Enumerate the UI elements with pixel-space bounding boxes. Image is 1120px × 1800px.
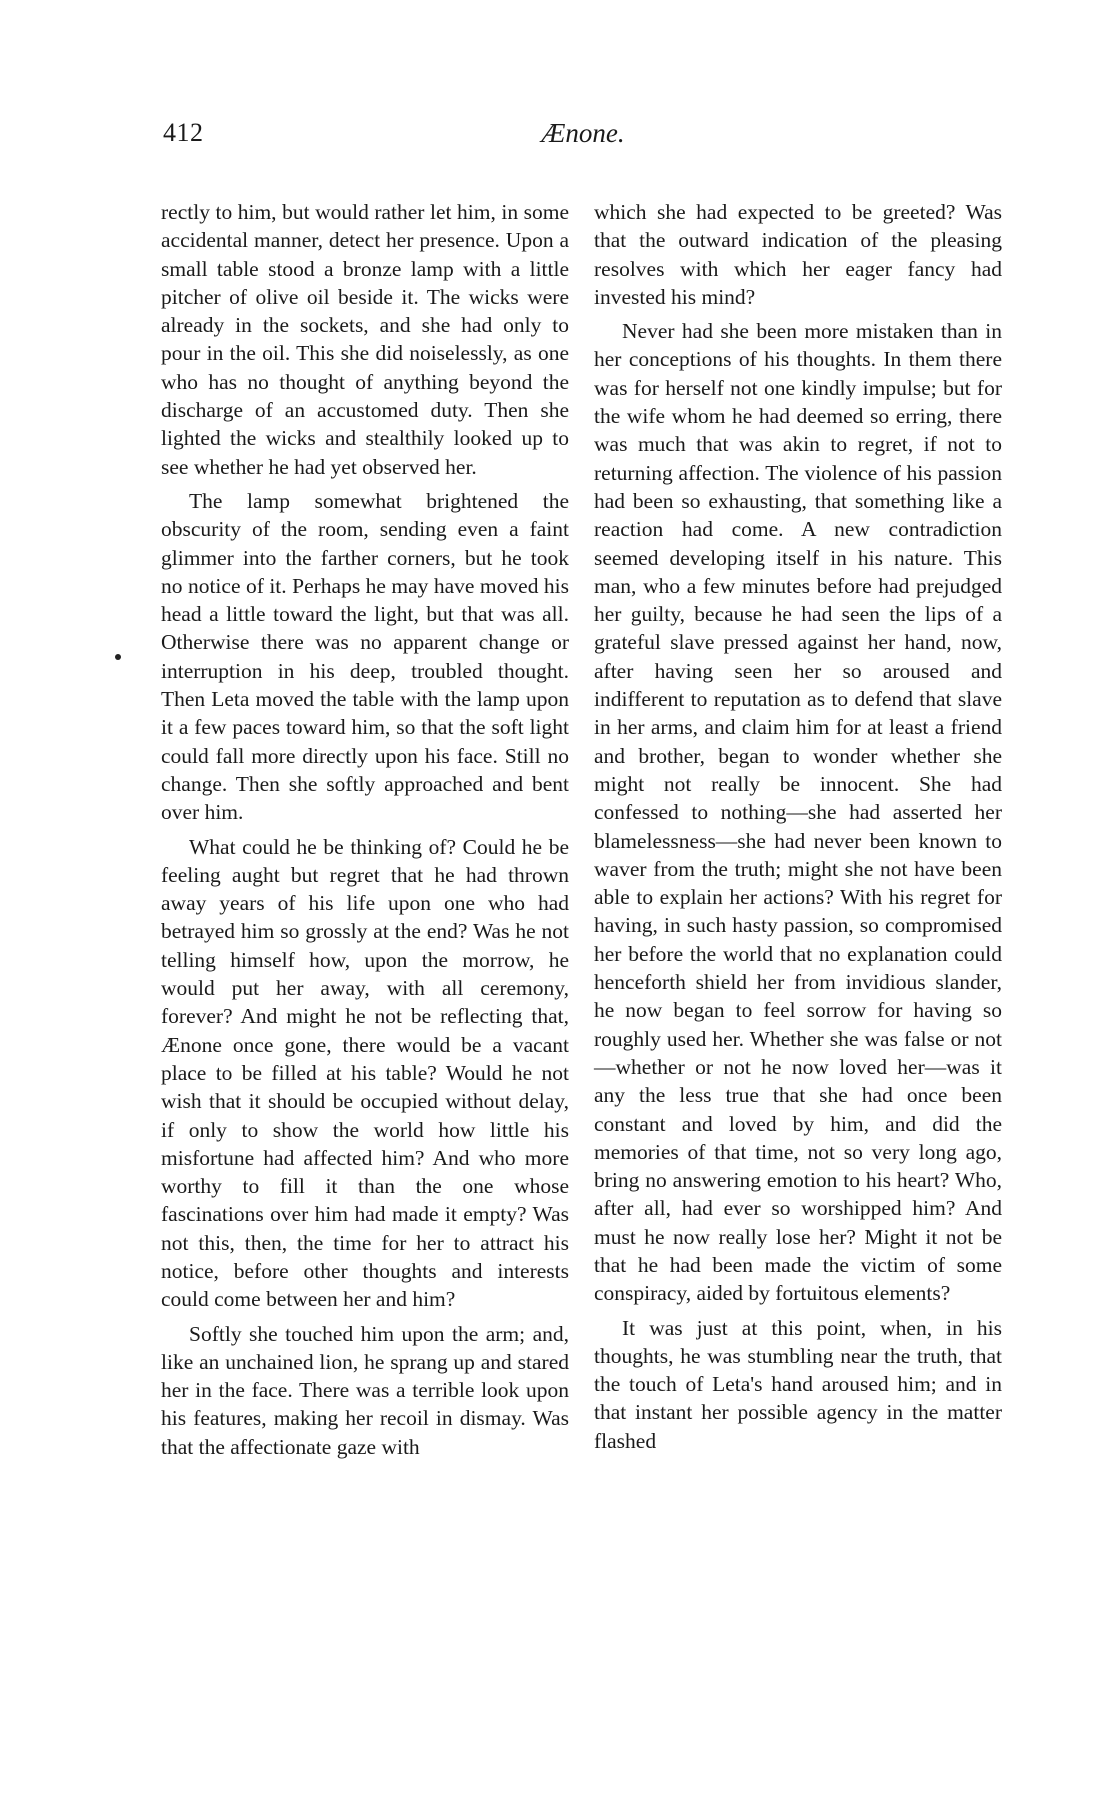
paragraph: Never had she been more mistaken than in her conceptions of his thoughts. In them there was for herself not one kindly impulse; but for the wife whom he had deemed so erring, there was much that was akin to regret, if not to returning affection. The violence of his passion had been so exhausting, that something like a reaction had come. A new contradiction seemed developing itself in his nature. This man, who a few minutes before had prejudged her guilty, because he had seen the lips of a grateful slave pressed against her hand, now, after having seen her so aroused and indifferent to reputation as to defend that slave in her arms, and claim him for at least a friend and brother, began to wonder whether she might not really be innocent. She had confessed to nothing—she had asserted her blamelessness—she had never been known to waver from the truth; might she not have been able to explain her actions? With his regret for having, in such hasty passion, so compromised her before the world that no explanation could henceforth shield her from invidious slander, he now began to feel sorrow for having so roughly used her. Whether she was false or not—whether or not he now loved her—was it any the less true that she had once been constant and loved by him, and did the memories of that time, not so very long ago, bring no answering emotion to his heart? Who, after all, had ever so worshipped him? And must he now really lose her? Might it not be that he had been made the victim of some conspiracy, aided by fortuitous elements?: [594, 319, 1002, 1306]
paragraph: The lamp somewhat brightened the obscurity of the room, sending even a faint glimmer into the farther corners, but he took no notice of it. Perhaps he may have moved his head a little toward the light, but that was all. Otherwise there was no apparent change or interruption in his deep, troubled thought. Then Leta moved the table with the lamp upon it a few paces toward him, so that the soft light could fall more directly upon his face. Still no change. Then she softly approached and bent over him.: [161, 488, 569, 825]
paragraph: rectly to him, but would rather let him, in some accidental manner, detect her presence. Upon a small table stood a bronze lamp with a little pitcher of olive oil beside it. The wicks were already in the sockets, and she had only to pour in the oil. This she did noiselessly, as one who has no thought of anything beyond the discharge of an accustomed duty. Then she lighted the wicks and stealthily looked up to see whether he had yet observed her.: [161, 200, 569, 479]
page-header: [163, 118, 1003, 158]
paragraph: Softly she touched him upon the arm; and, like an unchained lion, he sprang up and stared her in the face. There was a terrible look upon his features, making her recoil in dismay. Was that the affectionate gaze with: [161, 1321, 569, 1459]
page-number: 412: [163, 118, 204, 147]
paragraph: What could he be thinking of? Could he be feeling aught but regret that he had thrown away years of his life upon one who had betrayed him so grossly at the end? Was he not telling himself how, upon the morrow, he would put her away, with all ceremony, forever? And might he not be reflecting that, Ænone once gone, there would be a vacant place to be filled at his table? Would he not wish that it should be occupied without delay, if only to show the world how little his misfortune had affected him? And who more worthy to fill it than the one whose fascinations over him had made it empty? Was not this, then, the time for her to attract his notice, before other thoughts and interests could come between her and him?: [161, 834, 569, 1312]
paragraph: It was just at this point, when, in his thoughts, he was stumbling near the truth, that the touch of Leta's hand aroused him; and in that instant her possible agency in the matter flashed: [594, 1315, 1002, 1453]
right-column: [594, 198, 1002, 1455]
running-title: Ænone.: [541, 118, 625, 148]
left-column: [161, 198, 569, 1461]
paragraph: which she had expected to be greeted? Was that the outward indication of the pleasing resolves with which her eager fancy had invested his mind?: [594, 200, 1002, 309]
print-speck: [115, 654, 121, 660]
